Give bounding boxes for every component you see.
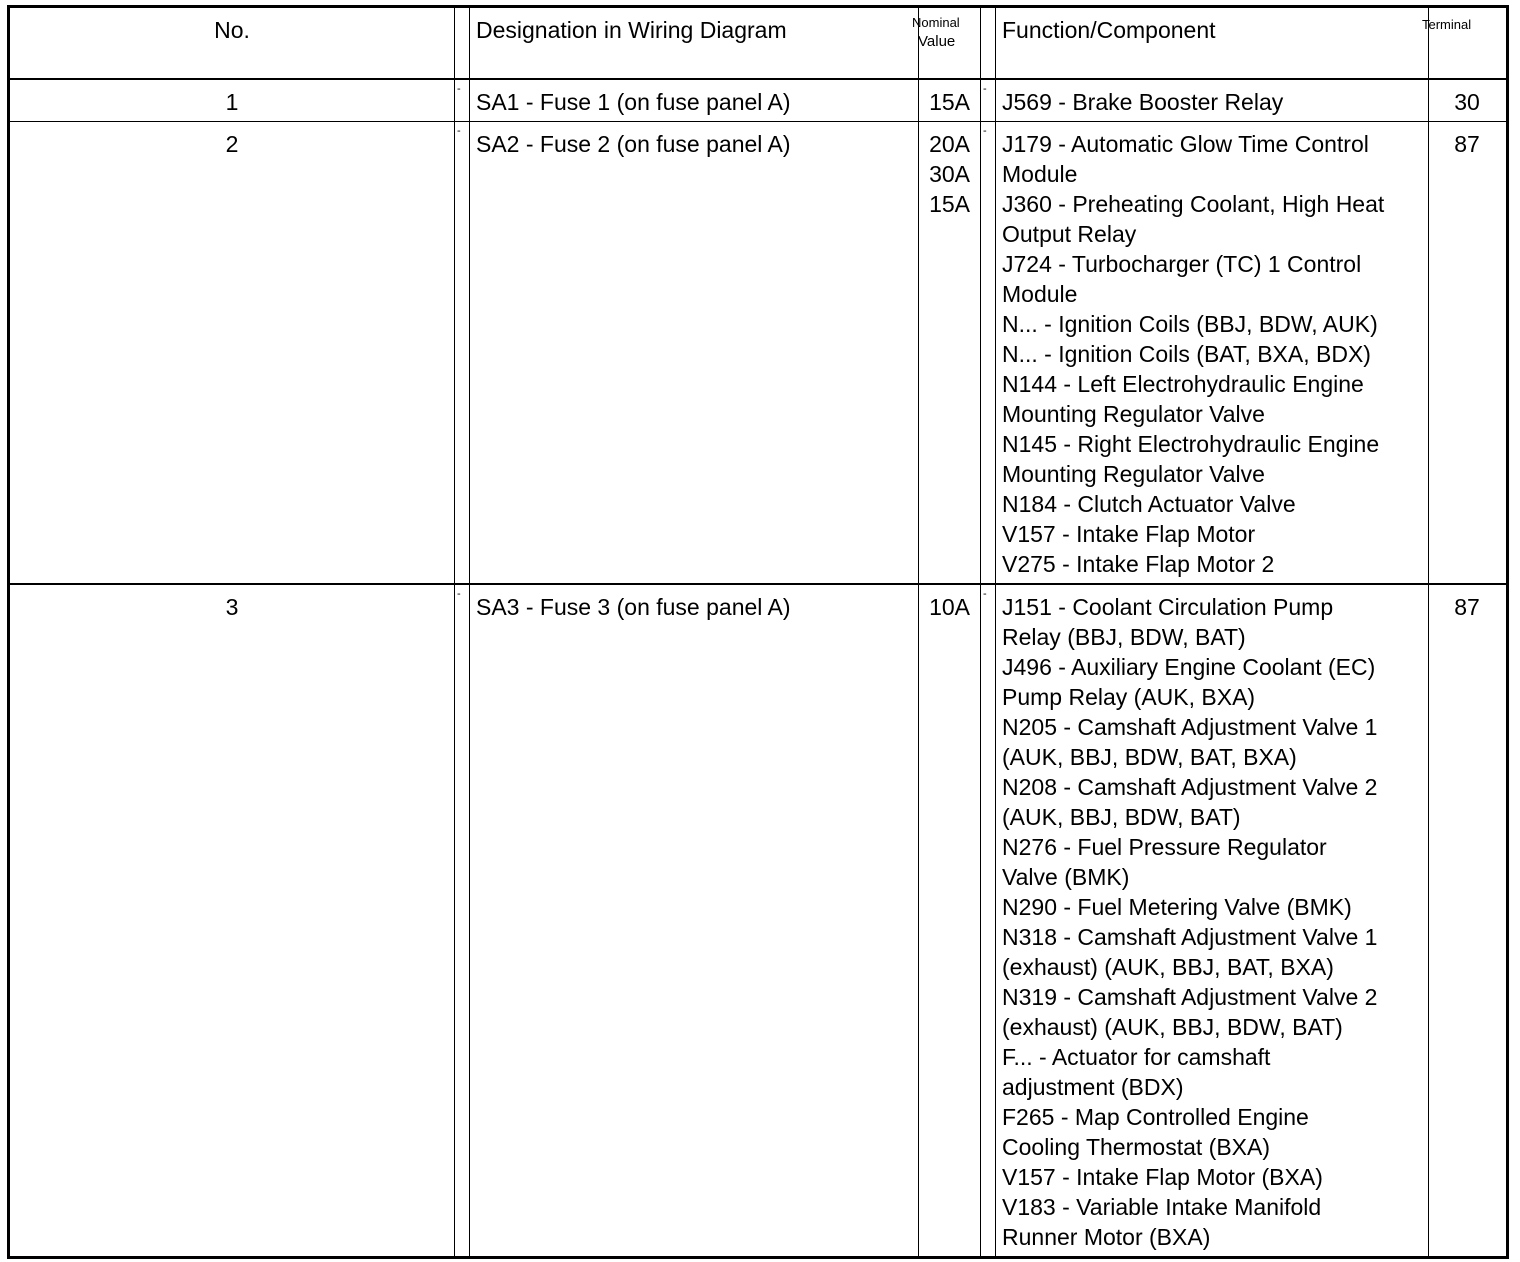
row-divider (10, 78, 1506, 80)
terminal: 87 (1454, 594, 1480, 620)
function-line: N318 - Camshaft Adjustment Valve 1 (1002, 924, 1378, 950)
function-line: Mounting Regulator Valve (1002, 461, 1265, 487)
designation: SA2 - Fuse 2 (on fuse panel A) (476, 131, 791, 157)
terminal: 30 (1454, 89, 1480, 115)
function-line: Valve (BMK) (1002, 864, 1130, 890)
function-line: (exhaust) (AUK, BBJ, BDW, BAT) (1002, 1014, 1343, 1040)
column-divider (469, 8, 470, 1256)
function-line: Module (1002, 161, 1078, 187)
function-list (1002, 129, 1384, 579)
row-divider (10, 583, 1506, 585)
header-function: Function/Component (1002, 17, 1216, 43)
function-line: J179 - Automatic Glow Time Control (1002, 131, 1369, 157)
function-line: Relay (BBJ, BDW, BAT) (1002, 624, 1246, 650)
nominal-values (918, 592, 970, 622)
function-line: (AUK, BBJ, BDW, BAT, BXA) (1002, 744, 1297, 770)
dash-mark: - (457, 588, 461, 600)
function-line: F... - Actuator for camshaft (1002, 1044, 1271, 1070)
column-divider (995, 8, 996, 1256)
column-divider (454, 8, 455, 1256)
function-line: J360 - Preheating Coolant, High Heat (1002, 191, 1385, 217)
function-line: N184 - Clutch Actuator Valve (1002, 491, 1296, 517)
designation: SA1 - Fuse 1 (on fuse panel A) (476, 89, 791, 115)
header-nominal-line1: Nominal (912, 15, 960, 30)
function-line: J151 - Coolant Circulation Pump (1002, 594, 1334, 620)
function-line: J569 - Brake Booster Relay (1002, 89, 1284, 115)
row-number: 3 (225, 594, 239, 620)
function-line: V275 - Intake Flap Motor 2 (1002, 551, 1275, 577)
row-number: 2 (225, 131, 239, 157)
nominal-value: 10A (929, 594, 970, 620)
function-line: N319 - Camshaft Adjustment Valve 2 (1002, 984, 1378, 1010)
function-line: Output Relay (1002, 221, 1137, 247)
function-line: N208 - Camshaft Adjustment Valve 2 (1002, 774, 1378, 800)
function-line: N... - Ignition Coils (BAT, BXA, BDX) (1002, 341, 1371, 367)
dash-mark: - (983, 588, 987, 600)
function-line: adjustment (BDX) (1002, 1074, 1184, 1100)
function-line: V183 - Variable Intake Manifold (1002, 1194, 1322, 1220)
nominal-value: 20A (929, 131, 970, 157)
function-line: N145 - Right Electrohydraulic Engine (1002, 431, 1380, 457)
fuse-table (7, 5, 1509, 1259)
column-divider (980, 8, 981, 1256)
dash-mark: - (983, 125, 987, 137)
nominal-values (918, 87, 970, 117)
header-terminal: Terminal (1422, 17, 1472, 32)
function-line: Mounting Regulator Valve (1002, 401, 1265, 427)
function-line: N144 - Left Electrohydraulic Engine (1002, 371, 1364, 397)
function-line: J724 - Turbocharger (TC) 1 Control (1002, 251, 1362, 277)
function-list (1002, 87, 1283, 117)
function-line: Cooling Thermostat (BXA) (1002, 1134, 1271, 1160)
function-list (1002, 592, 1377, 1252)
function-line: N290 - Fuel Metering Valve (BMK) (1002, 894, 1352, 920)
dash-mark: - (457, 83, 461, 95)
function-line: J496 - Auxiliary Engine Coolant (EC) (1002, 654, 1376, 680)
function-line: Runner Motor (BXA) (1002, 1224, 1211, 1250)
dash-mark: - (983, 83, 987, 95)
function-line: Pump Relay (AUK, BXA) (1002, 684, 1256, 710)
function-line: F265 - Map Controlled Engine (1002, 1104, 1309, 1130)
header-designation: Designation in Wiring Diagram (476, 17, 787, 43)
header-nominal-line2: Value (918, 33, 956, 50)
row-number: 1 (225, 89, 239, 115)
function-line: (AUK, BBJ, BDW, BAT) (1002, 804, 1241, 830)
function-line: N276 - Fuel Pressure Regulator (1002, 834, 1327, 860)
dash-mark: - (457, 125, 461, 137)
designation: SA3 - Fuse 3 (on fuse panel A) (476, 594, 791, 620)
function-line: N... - Ignition Coils (BBJ, BDW, AUK) (1002, 311, 1378, 337)
nominal-value: 30A (929, 161, 970, 187)
function-line: V157 - Intake Flap Motor (1002, 521, 1256, 547)
row-divider (10, 121, 1506, 122)
function-line: (exhaust) (AUK, BBJ, BAT, BXA) (1002, 954, 1334, 980)
nominal-value: 15A (929, 191, 970, 217)
nominal-values (918, 129, 970, 219)
function-line: Module (1002, 281, 1078, 307)
function-line: V157 - Intake Flap Motor (BXA) (1002, 1164, 1323, 1190)
terminal: 87 (1454, 131, 1480, 157)
nominal-value: 15A (929, 89, 970, 115)
column-divider (1428, 8, 1429, 1256)
header-no: No. (214, 17, 250, 43)
function-line: N205 - Camshaft Adjustment Valve 1 (1002, 714, 1378, 740)
